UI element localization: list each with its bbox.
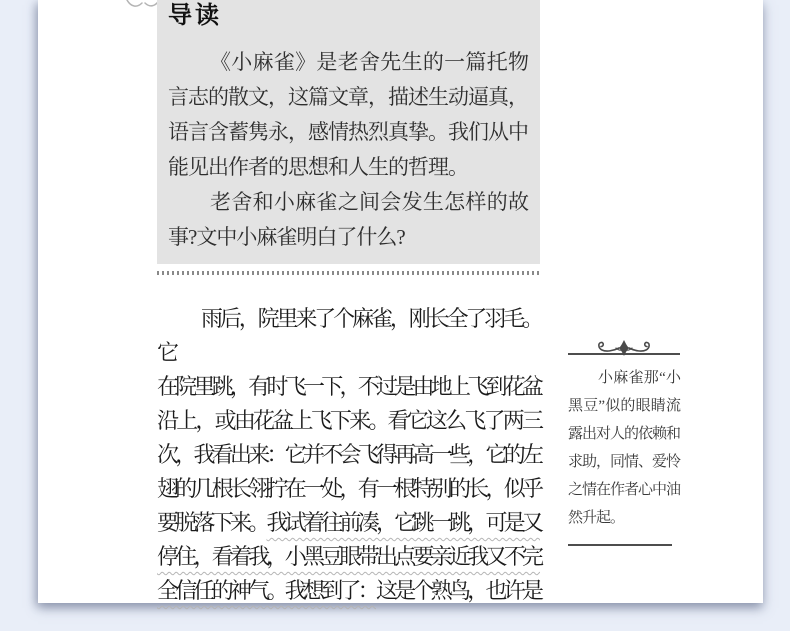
body-line — [157, 506, 540, 540]
passage: 在院里跳，有时飞一下，不过是由地上飞到花盆 — [157, 374, 540, 399]
main-column — [157, 0, 540, 608]
passage: 这是个熟鸟，也许是 — [375, 578, 540, 603]
note-header — [568, 338, 680, 355]
intro-box — [157, 0, 540, 264]
marked-passage: 我试着往前凑，它跳一跳，可是又 — [266, 510, 540, 535]
intro-dotted-divider — [157, 271, 540, 275]
passage: 雨后，院里来了个麻雀，刚长全了羽毛。它 — [157, 306, 540, 365]
intro-title: 导读 — [168, 2, 222, 29]
book-page — [38, 0, 763, 603]
marked-passage: 停住，看着我，小黑豆眼带出点要亲近我又不完 — [157, 544, 540, 569]
body-line — [157, 540, 540, 574]
body-line — [157, 302, 540, 370]
intro-paragraph: 《小麻雀》是老舍先生的一篇托物言志的散文，这篇文章，描述生动逼真，语言含蓄隽永，感情热烈真挚。我们从中能见出作者的思想和人生的哲理。 — [168, 50, 528, 179]
passage: 沿上，或由花盆上飞下来。看它这么飞了两三 — [157, 408, 540, 433]
body-line — [157, 370, 540, 404]
marked-passage: 全信任的神气。我想到了： — [157, 578, 376, 603]
body-line — [157, 472, 540, 506]
passage: 翅的几根长翎拧在一处，有一根特别的长，似乎 — [157, 476, 540, 501]
body-text — [157, 302, 540, 608]
margin-note-text: 小麻雀那“小黑豆”似的眼睛流露出对人的依赖和求助，同情、爱怜之情在作者心中油然升起。 — [568, 370, 681, 526]
page-corner-flourish-icon — [126, 0, 160, 9]
flourish-ornament-icon — [592, 338, 656, 358]
body-line — [157, 404, 540, 438]
passage: 次，我看出来：它并不会飞得再高一些，它的左 — [157, 442, 540, 467]
note-bottom-rule — [568, 544, 672, 546]
margin-note — [568, 338, 680, 546]
body-line — [157, 574, 540, 608]
intro-paragraphs — [168, 45, 528, 255]
body-line — [157, 438, 540, 472]
intro-paragraph: 老舍和小麻雀之间会发生怎样的故事?文中小麻雀明白了什么? — [168, 190, 528, 249]
passage: 要脱落下来。 — [157, 510, 267, 535]
